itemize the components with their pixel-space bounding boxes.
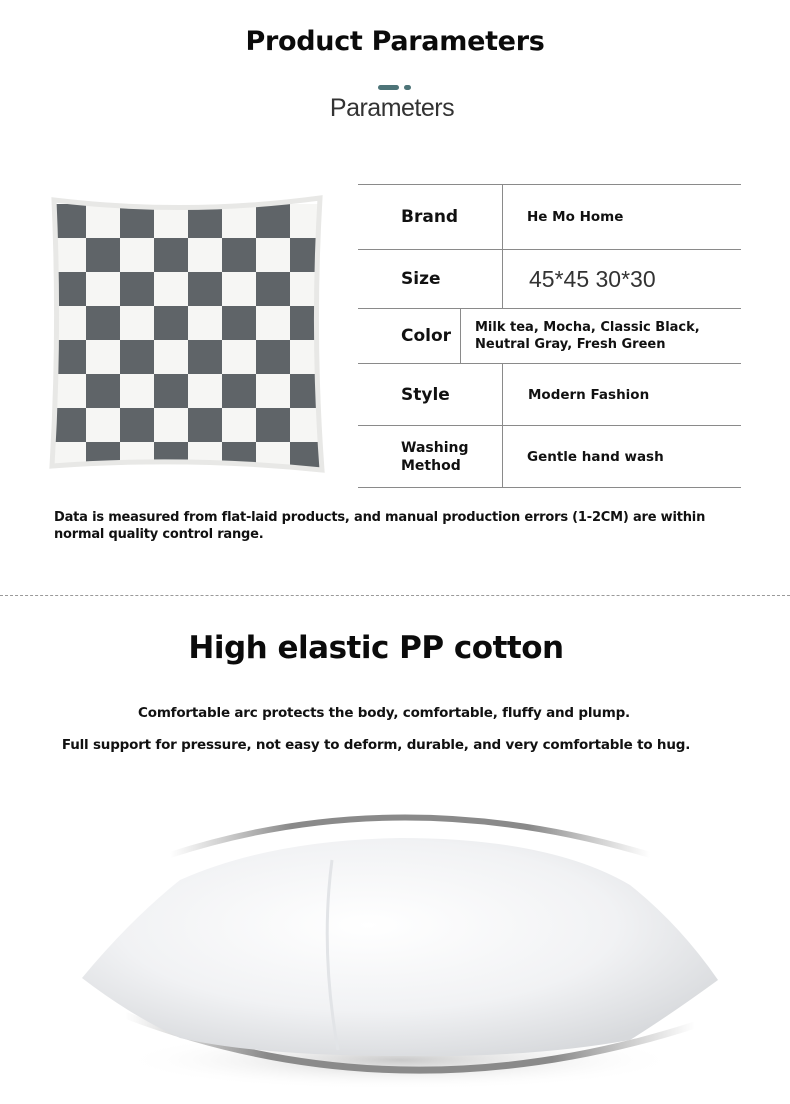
row-value: 45*45 30*30 xyxy=(529,265,656,292)
dashed-divider xyxy=(0,595,790,596)
row-label: Size xyxy=(358,250,503,308)
table-row-style xyxy=(358,364,741,426)
row-value: He Mo Home xyxy=(527,209,624,225)
row-value: Modern Fashion xyxy=(528,386,650,403)
table-row-washing-method xyxy=(358,426,741,488)
table-row-color xyxy=(358,309,741,364)
white-pillow-insert-image xyxy=(70,800,730,1100)
row-label: Washing Method xyxy=(358,426,503,487)
parameters-table xyxy=(358,184,741,488)
row-label: Style xyxy=(358,364,503,425)
row-value: Milk tea, Mocha, Classic Black, Neutral Gray, Fresh Green xyxy=(475,320,700,352)
table-row-size xyxy=(358,250,741,309)
section-subtitle: Parameters xyxy=(329,94,455,122)
accent-bar xyxy=(378,85,399,90)
checkered-pillow-image xyxy=(48,194,326,476)
page-title: Product Parameters xyxy=(245,26,545,57)
row-value: Gentle hand wash xyxy=(527,448,664,465)
measurement-note: Data is measured from flat-laid products, and manual production errors (1-2CM) are within normal quality control range. xyxy=(54,510,706,542)
feature-title: High elastic PP cotton xyxy=(188,630,564,666)
row-label: Color xyxy=(358,309,461,363)
table-row-brand xyxy=(358,184,741,250)
feature-line-2: Full support for pressure, not easy to deform, durable, and very comfortable to hug. xyxy=(61,737,691,753)
row-label: Brand xyxy=(358,185,503,249)
accent-dot xyxy=(404,85,411,90)
feature-line-1: Comfortable arc protects the body, comfortable, fluffy and plump. xyxy=(138,705,630,721)
